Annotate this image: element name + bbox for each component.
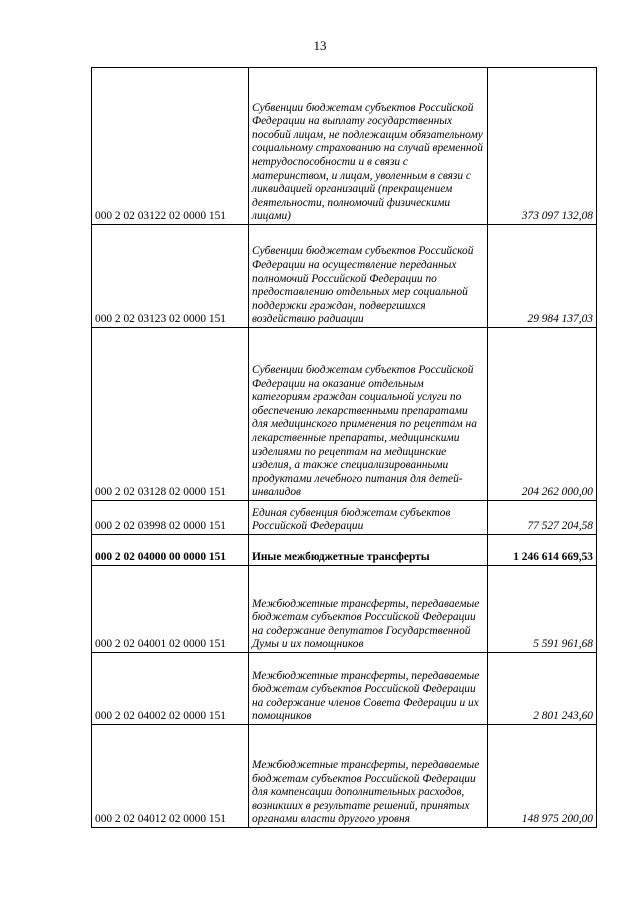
amount-cell: 29 984 137,03 (488, 225, 597, 328)
budget-code-cell: 000 2 02 03998 02 0000 151 (92, 501, 249, 535)
amount-cell: 204 262 000,00 (488, 328, 597, 501)
amount-cell: 5 591 961,68 (488, 566, 597, 653)
description-cell: Межбюджетные трансферты, передаваемые бюджетам субъектов Российской Федерации на содержание членов Совета Федерации и их помощников (249, 653, 488, 725)
budget-code-cell: 000 2 02 04000 00 0000 151 (92, 535, 249, 566)
description-cell: Субвенции бюджетам субъектов Российской Федерации на осуществление переданных полномочий Российской Федерации по предоставлению отдельных мер социальной поддержки граждан, подвергшихся воздействию радиации (249, 225, 488, 328)
description-cell: Межбюджетные трансферты, передаваемые бюджетам субъектов Российской Федерации для компенсации дополнительных расходов, возникших в результате решений, принятых органами власти другого уровня (249, 725, 488, 828)
budget-code-cell: 000 2 02 04002 02 0000 151 (92, 653, 249, 725)
description-cell: Субвенции бюджетам субъектов Российской Федерации на выплату государственных пособий лицам, не подлежащим обязательному социальному страхованию на случай временной нетрудоспособности и в связи с материнством, и лицам, уволенным в связи с ликвидацией организаций (прекращением деятельности, полномочий физическими лицами) (249, 68, 488, 225)
description-cell: Единая субвенция бюджетам субъектов Российской Федерации (249, 501, 488, 535)
table-row (92, 501, 597, 535)
budget-code-cell: 000 2 02 03122 02 0000 151 (92, 68, 249, 225)
description-cell: Межбюджетные трансферты, передаваемые бюджетам субъектов Российской Федерации на содержание депутатов Государственной Думы и их помощников (249, 566, 488, 653)
table-row (92, 725, 597, 828)
amount-cell: 148 975 200,00 (488, 725, 597, 828)
amount-cell: 373 097 132,08 (488, 68, 597, 225)
page-number: 13 (313, 38, 327, 53)
budget-code-cell: 000 2 02 03123 02 0000 151 (92, 225, 249, 328)
budget-revenue-table (91, 67, 597, 828)
description-cell: Субвенции бюджетам субъектов Российской Федерации на оказание отдельным категориям граждан социальной услуги по обеспечению лекарственными препаратами для медицинского применения по рецептам на лекарственные препараты, медицинскими изделиями по рецептам на медицинские изделия, а также специализированными продуктами лечебного питания для детей-инвалидов (249, 328, 488, 501)
budget-code-cell: 000 2 02 04012 02 0000 151 (92, 725, 249, 828)
amount-cell: 77 527 204,58 (488, 501, 597, 535)
table-row (92, 68, 597, 225)
table-row (92, 225, 597, 328)
budget-code-cell: 000 2 02 04001 02 0000 151 (92, 566, 249, 653)
description-cell: Иные межбюджетные трансферты (249, 535, 488, 566)
table-row-group-total (92, 535, 597, 566)
amount-cell: 1 246 614 669,53 (488, 535, 597, 566)
budget-code-cell: 000 2 02 03128 02 0000 151 (92, 328, 249, 501)
table-row (92, 328, 597, 501)
table-row (92, 653, 597, 725)
table-row (92, 566, 597, 653)
amount-cell: 2 801 243,60 (488, 653, 597, 725)
